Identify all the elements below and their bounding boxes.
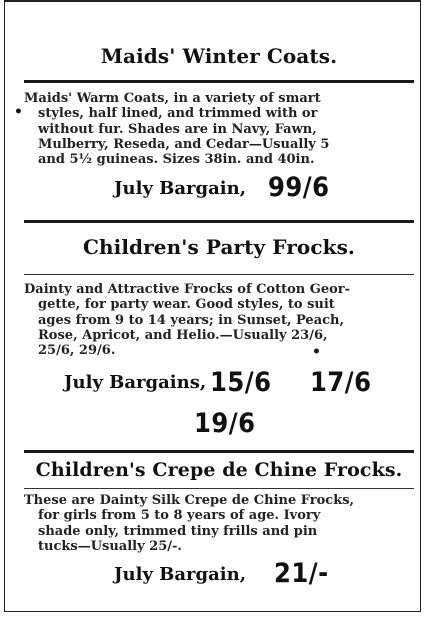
bargain-label: July Bargain, <box>114 178 246 199</box>
bargain-label: July Bargains, <box>64 372 207 393</box>
price: 17/6 <box>310 367 372 398</box>
section-body-party-frocks <box>24 282 414 358</box>
body-line: These are Dainty Silk Crepe de Chine Frocks, <box>24 493 355 508</box>
divider-rule <box>24 274 414 275</box>
body-line: without fur. Shades are in Navy, Fawn, <box>38 121 317 137</box>
section-body-maids-coats <box>24 91 414 167</box>
body-line: Rose, Apricot, and Helio.—Usually 23/6, <box>38 327 328 343</box>
body-line: Dainty and Attractive Frocks of Cotton Geor- <box>24 282 351 297</box>
divider-rule <box>24 220 414 223</box>
body-line: ages from 9 to 14 years; in Sunset, Peach, <box>38 312 345 328</box>
price: 15/6 <box>210 367 272 398</box>
section-heading-crepe-frocks: Children's Crepe de Chine Frocks. <box>35 459 403 481</box>
divider-rule <box>24 488 414 489</box>
divider-rule <box>24 80 414 83</box>
body-line: for girls from 5 to 8 years of age. Ivory <box>38 508 321 524</box>
divider-rule <box>24 450 414 453</box>
body-line: and 5½ guineas. Sizes 38in. and 40in. <box>38 152 315 168</box>
price: 99/6 <box>268 172 330 203</box>
body-line: 25/6, 29/6. <box>38 343 116 359</box>
body-line: tucks—Usually 25/-. <box>38 538 182 554</box>
section-heading-party-frocks: Children's Party Frocks. <box>83 235 355 259</box>
ink-dot-mark: • <box>14 104 23 120</box>
body-line: shade only, trimmed tiny frills and pin <box>38 523 318 539</box>
section-body-crepe-frocks <box>24 493 414 554</box>
body-line: gette, for party wear. Good styles, to suit <box>38 297 335 313</box>
body-line: styles, half lined, and trimmed with or <box>38 106 318 122</box>
price: 21/- <box>274 558 329 589</box>
ink-dot-mark: • <box>312 344 321 360</box>
section-heading-maids-coats: Maids' Winter Coats. <box>100 44 338 68</box>
bargain-label: July Bargain, <box>114 564 246 585</box>
body-line: Mulberry, Reseda, and Cedar—Usually 5 <box>38 136 330 152</box>
price: 19/6 <box>194 408 256 439</box>
body-line: Maids' Warm Coats, in a variety of smart <box>24 91 321 106</box>
